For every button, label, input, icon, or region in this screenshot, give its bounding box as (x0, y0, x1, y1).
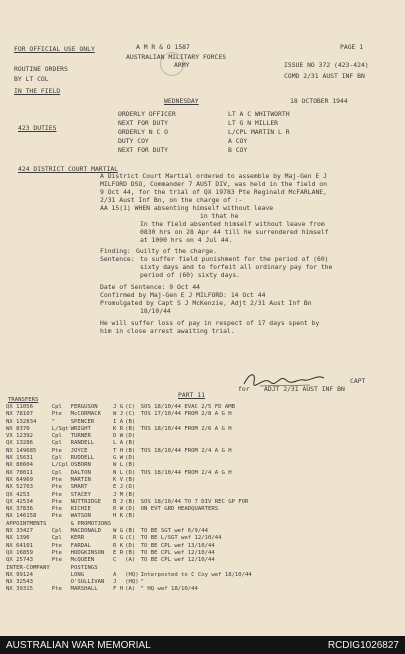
day-of-week: WEDNESDAY (164, 97, 199, 105)
cell-coy: (D) (125, 433, 136, 440)
cell-coy: (HQ) (125, 579, 139, 586)
cell-init: N L (113, 469, 124, 476)
court-martial-line: 0830 hrs on 28 Apr 44 till he surrendered himself (140, 228, 329, 236)
table-row (6, 506, 254, 513)
issue-number: ISSUE NO 372 (423-424) (284, 61, 369, 69)
finding-label: Finding: (100, 247, 131, 255)
cell-rem: SOS 18/10/44 EVAC 2/5 FD AMB (140, 404, 235, 410)
table-row (6, 433, 254, 440)
cell-name: KERR (70, 535, 85, 542)
cell-init: K V (113, 476, 124, 483)
cell-rank: Pte (51, 484, 62, 491)
cell-rank: L/Sgt (51, 425, 69, 432)
cell-rem: TOS 18/10/44 FROM 2/4 A G H (140, 469, 232, 476)
cell-rem (141, 521, 254, 528)
cell-reg: NX 149685 (6, 447, 37, 454)
table-row (6, 499, 254, 506)
cell-reg: QX 13286 (6, 440, 33, 447)
cell-coy: (B) (125, 462, 136, 469)
court-martial-line: at 1000 hrs on 4 Jul 44. (140, 236, 233, 244)
table-row (6, 572, 254, 579)
table-row (6, 440, 254, 447)
cell-rem (141, 462, 254, 469)
cell-rank: Cpl (51, 440, 62, 447)
cell-rank: Cpl (51, 469, 62, 476)
cell-init: E R (113, 549, 124, 556)
sentence-line: period of (60) sixty days. (140, 271, 241, 279)
cell-init: G W (113, 455, 124, 462)
cell-rem (141, 477, 254, 484)
cell-init: R K (113, 542, 124, 549)
cell-reg: NX 78107 (6, 411, 33, 418)
cell-rank: Cpl (51, 455, 62, 462)
cell-rem (141, 440, 254, 447)
table-row (6, 528, 254, 535)
cell-coy (125, 521, 140, 528)
ink-stamp (160, 52, 184, 76)
cell-reg: WX 8370 (6, 425, 30, 432)
cell-rank: Pte (51, 476, 62, 483)
duties-heading: 423 DUTIES (18, 124, 57, 132)
cell-init: L A (113, 440, 124, 447)
duty-label: NEXT FOR DUTY (118, 119, 169, 127)
cell-coy: (D) (125, 542, 136, 549)
cell-init: H K (113, 513, 124, 520)
table-row (6, 426, 254, 433)
cell-rank: Pte (51, 542, 62, 549)
cell-name: JOYCE (70, 447, 88, 454)
cell-reg: QX 11056 (6, 404, 33, 410)
cell-name: MARTIN (70, 476, 91, 483)
page-number: PAGE 1 (340, 43, 364, 51)
cell-name: McCORMACK (70, 411, 101, 418)
cell-coy: (B) (125, 476, 136, 483)
table-row (6, 513, 254, 520)
cell-rem: TO BE CPL wef 13/10/44 (140, 542, 215, 549)
table-row (6, 411, 254, 418)
duty-value: B COY (228, 146, 248, 154)
cell-reg: NX 39315 (6, 586, 33, 593)
cell-coy: (B) (125, 528, 136, 535)
cell-reg: NX 37836 (6, 506, 33, 513)
cell-rem (141, 419, 254, 426)
cell-rank: Pte (51, 549, 62, 556)
cell-rem: SOS 18/10/44 TO 7 DIV REC GP FOR (140, 498, 249, 505)
cell-rank: Cpl (51, 404, 62, 410)
by-comd: BY LT COL (14, 75, 49, 83)
cell-rank: Pte (51, 498, 62, 505)
cell-rank: Pte (51, 513, 62, 520)
cell-reg: NX 15631 (6, 455, 33, 462)
cell-init: B J (113, 498, 124, 505)
cell-name: & PROMOTIONS (70, 520, 112, 527)
cell-init: D W (113, 433, 124, 440)
table-row (6, 492, 254, 499)
cell-rem (141, 513, 254, 520)
cell-coy: (C) (125, 535, 136, 542)
court-martial-line: In the field absented himself without leave from (140, 220, 325, 228)
table-row (6, 550, 254, 557)
footer-id: RCDIG1026827 (327, 640, 399, 651)
cell-reg: NX 1396 (6, 535, 30, 542)
cell-reg: VX 12392 (6, 433, 33, 440)
confirmed-by: Confirmed by Maj-Gen E J MILFORD: 14 Oct 44 (100, 291, 266, 299)
sentence-line: sixty days and to forfeit all ordinary pay for the (140, 263, 333, 271)
army-label: ARMY (174, 61, 190, 69)
cell-rem (141, 492, 254, 499)
cell-coy: (A) (125, 586, 136, 593)
in-the-field: IN THE FIELD (14, 87, 61, 95)
cell-name: McQUEEN (70, 557, 95, 564)
cell-reg: QX 25743 (6, 557, 33, 564)
comd-unit: COMD 2/31 AUST INF BN (284, 72, 365, 80)
cell-coy: (A) (125, 557, 136, 564)
finding-text: Guilty of the charge. (136, 247, 217, 255)
duty-label: DUTY COY (118, 137, 149, 145)
cell-name: TURNER (70, 433, 91, 440)
cell-name: OSBORN (70, 462, 91, 469)
cell-init (113, 565, 125, 572)
cell-reg: QX 16859 (6, 549, 33, 556)
cell-coy: (D) (125, 506, 136, 513)
order-date: 18 OCTOBER 1944 (290, 97, 348, 105)
signature-rank: CAPT (350, 377, 366, 385)
cell-init: J G (113, 404, 124, 410)
cell-reg: NX 88604 (6, 462, 33, 469)
official-use-heading: FOR OFFICIAL USE ONLY (14, 45, 95, 53)
cell-rank (52, 572, 71, 579)
cell-reg: NX 64101 (6, 542, 33, 549)
cell-coy: (B) (125, 491, 136, 498)
promulgated-by: Promulgated by Capt S J McKenzie, Adjt 2/31 Aust Inf Bn (100, 299, 312, 307)
cell-name: NUTTRIDGE (70, 498, 101, 505)
cell-init: E J (113, 484, 124, 491)
cell-name: RANDELL (70, 440, 95, 447)
cell-name: STACEY (70, 491, 91, 498)
cell-name: MARSHALL (70, 586, 98, 593)
cell-coy: (B) (125, 549, 136, 556)
loss-of-pay-line: him in close arrest awaiting trial. (100, 327, 235, 335)
cell-coy: (D) (125, 469, 136, 476)
cell-init: W G (113, 528, 124, 535)
cell-rank (52, 521, 71, 528)
cell-init: I A (113, 418, 124, 425)
cell-init: T H (113, 447, 124, 454)
cell-rem: ON EVT GRD HEADQUARTERS (140, 506, 219, 513)
aus-military-forces: AUSTRALIAN MILITARY FORCES (126, 53, 227, 61)
cell-rem: " HQ wef 18/10/44 (140, 586, 198, 593)
cell-rank: L/Cpl (51, 462, 69, 469)
cell-coy (125, 565, 140, 572)
cell-rank: Pte (51, 447, 62, 454)
court-martial-line: 9 Oct 44, for the trial of QX 19783 Pte Reginald McFARLANE, (100, 188, 328, 196)
cell-rem: TO BE SGT wef 6/9/44 (140, 528, 208, 535)
cell-reg: QX 4253 (6, 491, 30, 498)
form-number: A M R & O 1587 (136, 43, 190, 51)
cell-init: C (113, 557, 117, 564)
cell-rem: TOS 17/10/44 FROM 2/8 A G H (140, 411, 232, 418)
cell-reg: NX 146158 (6, 513, 37, 520)
cell-init: W J (113, 411, 124, 418)
court-martial-line: A District Court Martial ordered to assemble by Maj-Gen E J (100, 172, 328, 180)
cell-rem (141, 484, 254, 491)
cell-coy: (B) (125, 418, 136, 425)
table-row (6, 557, 254, 564)
duty-label: ORDERLY N C O (118, 128, 169, 136)
signature-for: for (238, 385, 250, 393)
cell-coy: (B) (125, 440, 136, 447)
cell-reg: QX 42534 (6, 498, 33, 505)
cell-coy: (B) (125, 498, 136, 505)
cell-rem: " (140, 579, 145, 586)
table-row (6, 543, 254, 550)
cell-rank: Pte (51, 586, 62, 593)
sentence-label: Sentence: (100, 255, 135, 263)
table-row (6, 484, 254, 491)
cell-init: J M (113, 491, 124, 498)
cell-name: SMART (70, 484, 88, 491)
cell-init: F H (113, 586, 124, 593)
cell-rank: Pte (51, 506, 62, 513)
cell-rem: TO BE CPL wef 12/10/44 (140, 549, 215, 556)
cell-rank: Pte (51, 557, 62, 564)
cell-reg: NX 52763 (6, 484, 33, 491)
cell-coy: (B) (125, 447, 136, 454)
table-row (6, 477, 254, 484)
cell-init: R G (113, 535, 124, 542)
table-row (6, 448, 254, 455)
cell-reg: APPOINTMENTS (6, 520, 47, 527)
cell-rank: Cpl (51, 535, 62, 542)
cell-coy: (HQ) (125, 571, 139, 578)
cell-init: K R (113, 425, 124, 432)
cell-name: HODGKINSON (70, 549, 105, 556)
cell-name: WRIGHT (70, 425, 91, 432)
cell-init (113, 521, 125, 528)
archive-footer (0, 636, 405, 654)
cell-rank: Pte (51, 491, 62, 498)
table-row (6, 521, 254, 528)
cell-init: W L (113, 462, 124, 469)
table-row (6, 535, 254, 542)
cell-rank (52, 565, 71, 572)
cell-init: R W (113, 506, 124, 513)
cell-init: A (113, 571, 117, 578)
signature-title: ADJT 2/31 AUST INF BN (264, 385, 345, 393)
cell-name: POSTINGS (70, 564, 98, 571)
table-row (6, 419, 254, 426)
duty-label: ORDERLY OFFICER (118, 110, 176, 118)
cell-rank: Pte (51, 411, 62, 418)
duty-label: NEXT FOR DUTY (118, 146, 169, 154)
transfers-heading: TRANSFERS (8, 397, 39, 403)
cell-name: O'SULLIVAN (70, 579, 105, 586)
duty-value: A COY (228, 137, 248, 145)
routine-orders-heading: ROUTINE ORDERS (14, 65, 68, 73)
court-martial-line: MILFORD DSO, Commander 7 AUST DIV, was held in the field on (100, 180, 328, 188)
cell-name: MACDONALD (70, 528, 101, 535)
cell-coy: (C) (125, 404, 136, 410)
cell-name: DALTON (70, 469, 91, 476)
sentence-line: to suffer field punishment for the period of (60) (140, 255, 329, 263)
cell-rem: TOS 18/10/44 FROM 2/4 A G H (140, 447, 232, 454)
cell-name: RICHIE (70, 506, 91, 513)
cell-rem: TO BE CPL wef 12/10/44 (140, 557, 215, 564)
table-row (6, 579, 254, 586)
cell-reg: NX 33427 (6, 528, 33, 535)
cell-coy: (B) (125, 425, 136, 432)
table-row (6, 455, 254, 462)
footer-source: AUSTRALIAN WAR MEMORIAL (6, 640, 151, 651)
promulgated-date: 18/10/44 (140, 307, 171, 315)
table-row (6, 586, 254, 593)
cell-coy: (B) (125, 513, 136, 520)
court-martial-line: in that he (200, 212, 239, 220)
cell-name: FERGUSON (70, 404, 98, 410)
personnel-table (6, 404, 254, 594)
cell-reg: NX 64969 (6, 476, 33, 483)
court-martial-line: AA 15(1) WHEN absenting himself without leave (100, 204, 274, 212)
cell-reg: INTER-COMPANY (6, 564, 50, 571)
court-martial-line: 2/31 Aust Inf Bn, on the charge of :- (100, 196, 243, 204)
cell-name: WATSON (70, 513, 91, 520)
cell-rank: Cpl (51, 433, 62, 440)
court-martial-heading: 424 DISTRICT COURT MARTIAL (18, 165, 119, 173)
duty-value: L/CPL MARTIN L R (228, 128, 290, 136)
cell-rem: TOS 18/10/44 FROM 2/6 A G H (140, 425, 232, 432)
cell-name: SPENCER (70, 418, 95, 425)
table-row (6, 404, 254, 411)
cell-coy: (C) (125, 411, 136, 418)
loss-of-pay-line: He will suffer loss of pay in respect of 17 days spent by (100, 319, 320, 327)
cell-rank: Cpl (51, 528, 62, 535)
cell-rem (141, 455, 254, 462)
cell-rem: Interposted to C Coy wef 18/10/44 (140, 571, 252, 578)
table-row (6, 462, 254, 469)
cell-coy: (D) (125, 455, 136, 462)
duty-value: LT A C WHITWORTH (228, 110, 290, 118)
duty-value: LT G N MILLER (228, 119, 279, 127)
cell-init: J (113, 579, 117, 586)
cell-reg: NX 32543 (6, 579, 33, 586)
table-row (6, 470, 254, 477)
cell-reg: NX 99124 (6, 571, 33, 578)
cell-name: RUDDELL (70, 455, 95, 462)
cell-name: LONG (70, 571, 85, 578)
cell-rem: TO BE L/SGT wef 12/10/44 (140, 535, 222, 542)
cell-rank: " (51, 418, 56, 425)
cell-rem (141, 565, 254, 572)
cell-coy: (D) (125, 484, 136, 491)
table-row (6, 565, 254, 572)
date-of-sentence: Date of Sentence: 9 Oct 44 (100, 283, 201, 291)
part-two-heading: PART 11 (178, 391, 205, 399)
cell-rank (52, 579, 71, 586)
cell-name: FARDAL (70, 542, 91, 549)
cell-reg: NX 132834 (6, 418, 37, 425)
cell-reg: NX 78011 (6, 469, 33, 476)
cell-rem (141, 433, 254, 440)
